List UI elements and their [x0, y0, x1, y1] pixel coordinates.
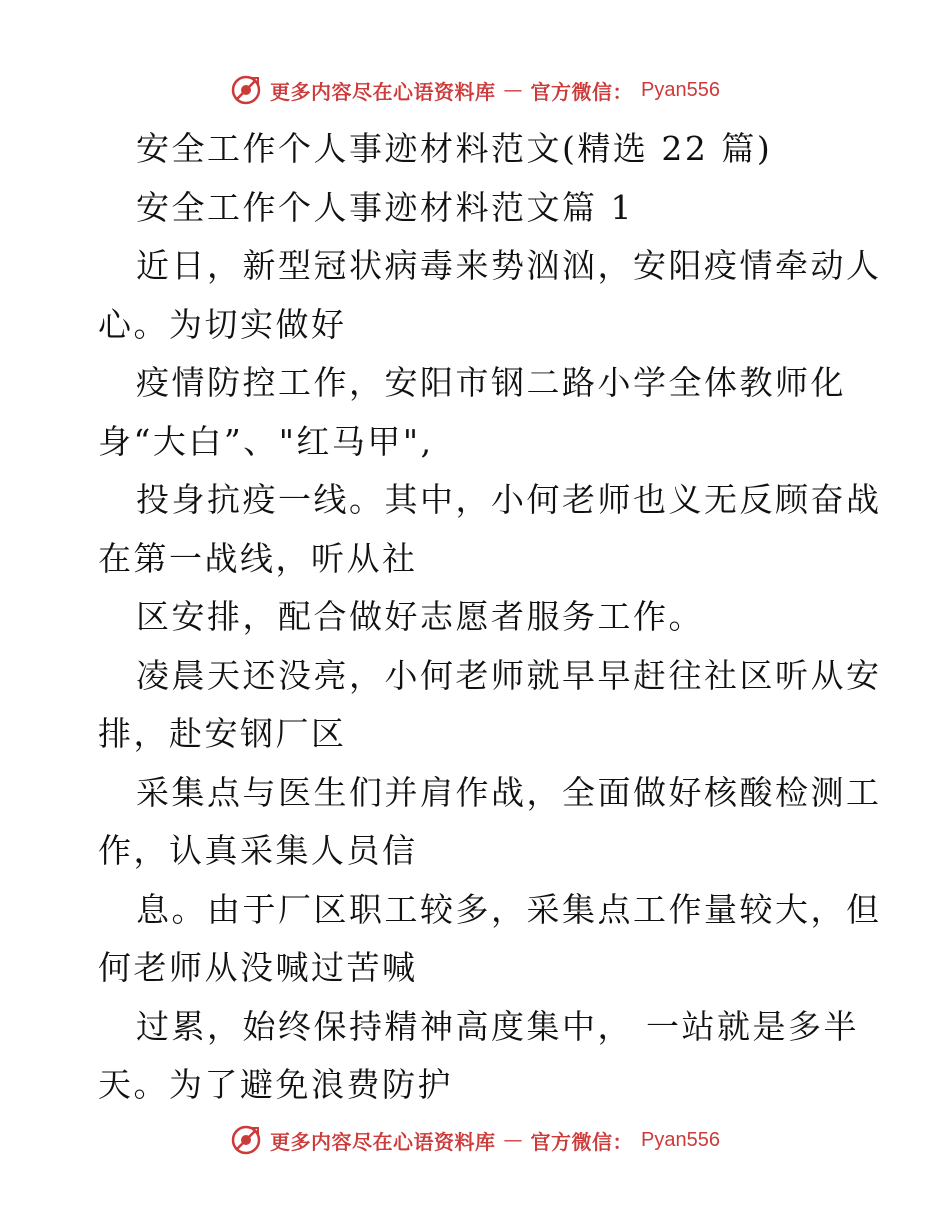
document-body [98, 120, 882, 1115]
paragraph-line: 何老师从没喊过苦喊 [98, 948, 418, 987]
paragraph-line: 近日，新型冠状病毒来势汹汹，安阳疫情牵动人 [136, 246, 882, 285]
paragraph-line: 过累，始终保持精神高度集中， 一站就是多半 [136, 1006, 859, 1046]
document-title: 安全工作个人事迹材料范文(精选 22 篇) [136, 129, 773, 168]
banner-wechat-id: Pyan556 [641, 78, 720, 101]
logo-icon [230, 1124, 262, 1156]
banner-separator: — [503, 1129, 523, 1151]
paragraph-line: 息。由于厂区职工较多，采集点工作量较大，但 [136, 889, 882, 929]
banner-official: 官方微信： [530, 79, 634, 104]
footer-banner [0, 1120, 950, 1160]
banner-title: 更多内容尽在心语资料库 [270, 79, 496, 104]
paragraph-line: 天。为了避免浪费防护 [98, 1065, 453, 1104]
paragraph-line: 疫情防控工作，安阳市钢二路小学全体教师化 [136, 363, 846, 402]
banner-title: 更多内容尽在心语资料库 [270, 1129, 496, 1154]
banner-separator: — [503, 79, 523, 101]
paragraph-line: 凌晨天还没亮，小何老师就早早赶往社区听从安 [136, 655, 882, 695]
document-subtitle: 安全工作个人事迹材料范文篇 1 [136, 187, 634, 227]
paragraph-line: 投身抗疫一线。其中，小何老师也义无反顾奋战 [136, 480, 882, 519]
paragraph-line: 区安排，配合做好志愿者服务工作。 [136, 597, 704, 636]
paragraph-line: 排，赴安钢厂区 [98, 714, 347, 753]
banner-wechat-id: Pyan556 [641, 1128, 720, 1151]
paragraph-line: 身“大白”、"红马甲", [98, 421, 434, 461]
paragraph-line: 作，认真采集人员信 [98, 831, 418, 870]
paragraph-line: 在第一战线，听从社 [98, 538, 418, 578]
paragraph-line: 采集点与医生们并肩作战，全面做好核酸检测工 [136, 772, 882, 812]
logo-icon [230, 74, 262, 106]
banner-official: 官方微信： [530, 1129, 634, 1154]
paragraph-line: 心。为切实做好 [98, 304, 347, 344]
header-banner [0, 70, 950, 110]
